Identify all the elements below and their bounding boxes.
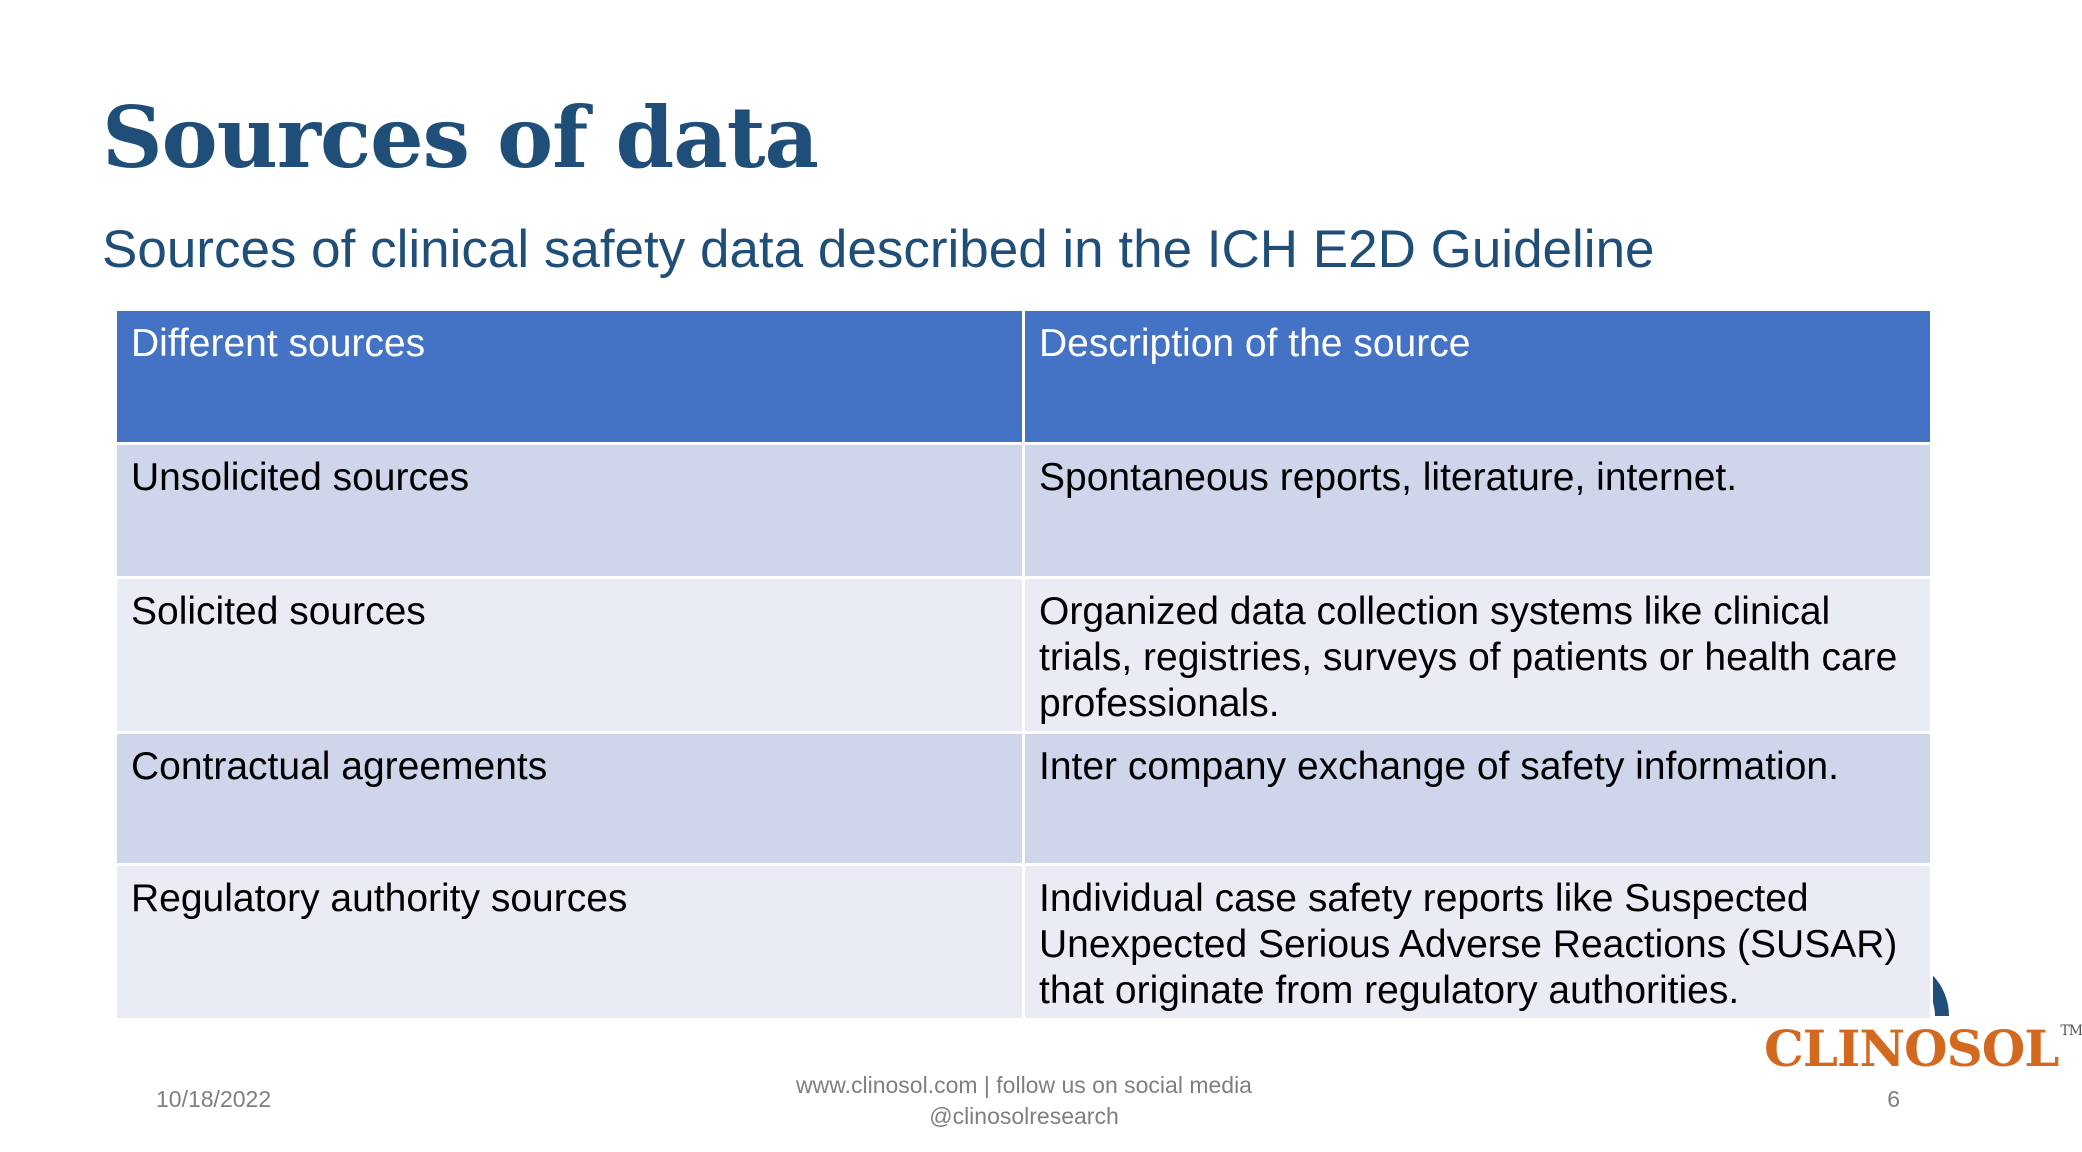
source-name-cell: Solicited sources xyxy=(116,578,1024,733)
source-description-cell: Individual case safety reports like Suspected Unexpected Serious Adverse Reactions (SUSAR) that originate from regulatory authorities. xyxy=(1024,865,1932,1020)
source-description-cell: Spontaneous reports, literature, internet. xyxy=(1024,444,1932,578)
slide-subtitle: Sources of clinical safety data described in the ICH E2D Guideline xyxy=(102,220,1655,279)
table-header-row xyxy=(116,310,1932,444)
footer-center xyxy=(744,1070,1304,1132)
table-row xyxy=(116,733,1932,865)
footer-social-handle: @clinosolresearch xyxy=(929,1103,1119,1129)
slide-title: Sources of data xyxy=(102,88,818,187)
trademark-symbol: TM xyxy=(2060,1023,2082,1039)
source-name-cell: Regulatory authority sources xyxy=(116,865,1024,1020)
slide-page-number: 6 xyxy=(1887,1086,1900,1112)
logo-wordmark: CLINOSOL xyxy=(1764,1019,2059,1078)
source-name-cell: Unsolicited sources xyxy=(116,444,1024,578)
table-header-cell: Description of the source xyxy=(1024,310,1932,444)
footer-website-line: www.clinosol.com | follow us on social media xyxy=(796,1072,1252,1098)
sources-table xyxy=(114,308,1933,1021)
footer-date: 10/18/2022 xyxy=(156,1086,272,1112)
clinosol-logo xyxy=(1764,1019,2082,1078)
source-description-cell: Inter company exchange of safety information. xyxy=(1024,733,1932,865)
table-header-cell: Different sources xyxy=(116,310,1024,444)
source-name-cell: Contractual agreements xyxy=(116,733,1024,865)
table-row xyxy=(116,444,1932,578)
source-description-cell: Organized data collection systems like clinical trials, registries, surveys of patients or health care professionals. xyxy=(1024,578,1932,733)
table-row xyxy=(116,578,1932,733)
table-row xyxy=(116,865,1932,1020)
